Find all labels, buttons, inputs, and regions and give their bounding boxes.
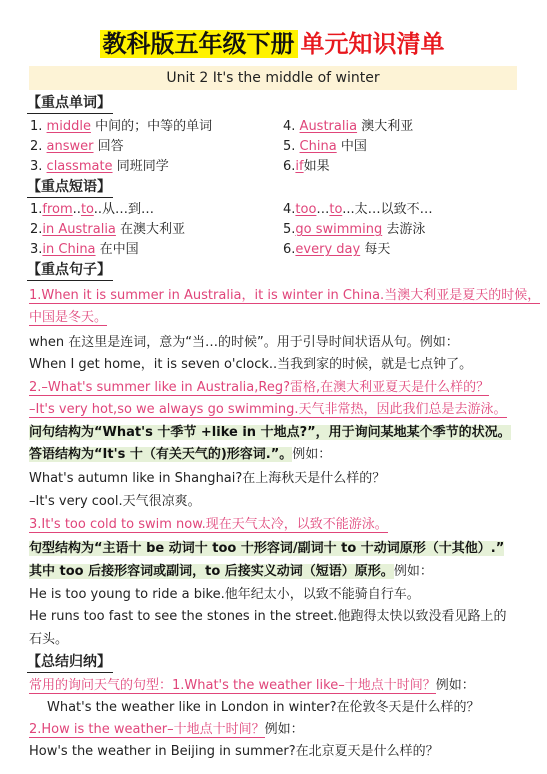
sentence-3-example-2: He runs too fast to see the stones in the street.他跑得太快以致没看见路上的	[29, 609, 507, 624]
section-heading-summary: 【总结归纳】	[27, 653, 113, 673]
word-chinese: 如果	[303, 159, 330, 174]
word-item: 3. classmate 同班同学	[30, 159, 169, 174]
summary-question-2: 2.How is the weather–十地点十时间？例如：	[29, 722, 304, 737]
sentence-2-structure-q: 问句结构为“What's 十季节 +like in 十地点?”，用于询问某地某个季节的状况。	[29, 425, 511, 440]
sentence-2-example-a: –It's very cool.天气很凉爽。	[29, 494, 201, 509]
phrase-item: 5.go swimming 去游泳	[283, 222, 426, 237]
word-english: classmate	[46, 159, 113, 174]
word-english: if	[295, 159, 304, 174]
word-english: China	[299, 139, 337, 154]
phrase-item: 2.in Australia 在澳大利亚	[30, 222, 186, 237]
phrase-item: 3.in China 在中国	[30, 242, 139, 257]
word-chinese: 澳大利亚	[361, 119, 414, 134]
sentence-2-structure-a: 答语结构为“It's 十（有关天气的)形容词.”。例如：	[29, 447, 332, 462]
phrase-item: 6.every day 每天	[283, 242, 391, 257]
word-item: 5. China 中国	[283, 139, 367, 154]
word-chinese: 回答	[97, 139, 124, 154]
sentence-3-structure: 句型结构为“主语十 be 动词十 too 十形容词/副词十 to 十动词原形（十其他）.”	[29, 541, 505, 556]
sentence-1-note: when 在这里是连词，意为“当…的时候”。用于引导时间状语从句。例如：	[29, 335, 459, 350]
word-english: answer	[46, 139, 94, 154]
section-heading-sentences: 【重点句子】	[27, 261, 113, 281]
summary-intro: 常用的询问天气的句型：1.What's the weather like–十地点十时间？例如：	[29, 678, 475, 693]
summary-example-2: How's the weather in Beijing in summer?在北京夏天是什么样的？	[29, 744, 439, 759]
summary-example-1: What's the weather like in London in winter?在伦敦冬天是什么样的？	[47, 700, 480, 715]
word-item: 4. Australia 澳大利亚	[283, 119, 414, 134]
sentence-3: 3.It's too cold to swim now.现在天气太冷，以致不能游泳。	[29, 517, 388, 532]
word-english: middle	[46, 119, 91, 134]
unit-title-banner: Unit 2 It's the middle of winter	[29, 66, 517, 90]
section-heading-phrases: 【重点短语】	[27, 178, 113, 198]
sentence-2-question: 2.–What's summer like in Australia,Reg?雷格,在澳大利亚夏天是什么样的？	[29, 380, 490, 395]
sentence-3-example-1: He is too young to ride a bike.他年纪太小，以致不能骑自行车。	[29, 587, 420, 602]
sentence-3-structure-note: 其中 too 后接形容词或副词，to 后接实义动词（短语）原形。例如：	[29, 564, 433, 579]
sentence-3-example-2-cont: 石头。	[29, 632, 69, 647]
phrase-item: 1.from..to..从…到…	[30, 202, 155, 217]
sentence-1: 1.When it is summer in Australia，it is winter in China.当澳大利亚是夏天的时候，	[29, 288, 541, 303]
word-item: 2. answer 回答	[30, 139, 124, 154]
word-item: 6.if如果	[283, 159, 330, 174]
sentence-1-cont: 中国是冬天。	[29, 310, 108, 325]
word-chinese: 同班同学	[116, 159, 169, 174]
word-item: 1. middle 中间的；中等的单词	[30, 119, 213, 134]
section-heading-words: 【重点单词】	[27, 94, 113, 114]
sentence-2-answer: –It's very hot,so we always go swimming.天气非常热，因此我们总是去游泳。	[29, 402, 507, 417]
sentence-2-example-q: What's autumn like in Shanghai?在上海秋天是什么样的？	[29, 471, 386, 486]
phrase-item: 4.too…to...太…以致不…	[283, 202, 433, 217]
page-title	[0, 27, 547, 61]
word-chinese: 中间的；中等的单词	[95, 119, 213, 134]
sentence-1-example: When I get home，it is seven o'clock..当我到家的时候，就是七点钟了。	[29, 357, 473, 372]
word-chinese: 中国	[340, 139, 367, 154]
word-english: Australia	[299, 119, 358, 134]
title-highlighted-part: 教科版五年级下册	[100, 30, 298, 58]
title-red-part: 单元知识清单	[300, 30, 445, 58]
